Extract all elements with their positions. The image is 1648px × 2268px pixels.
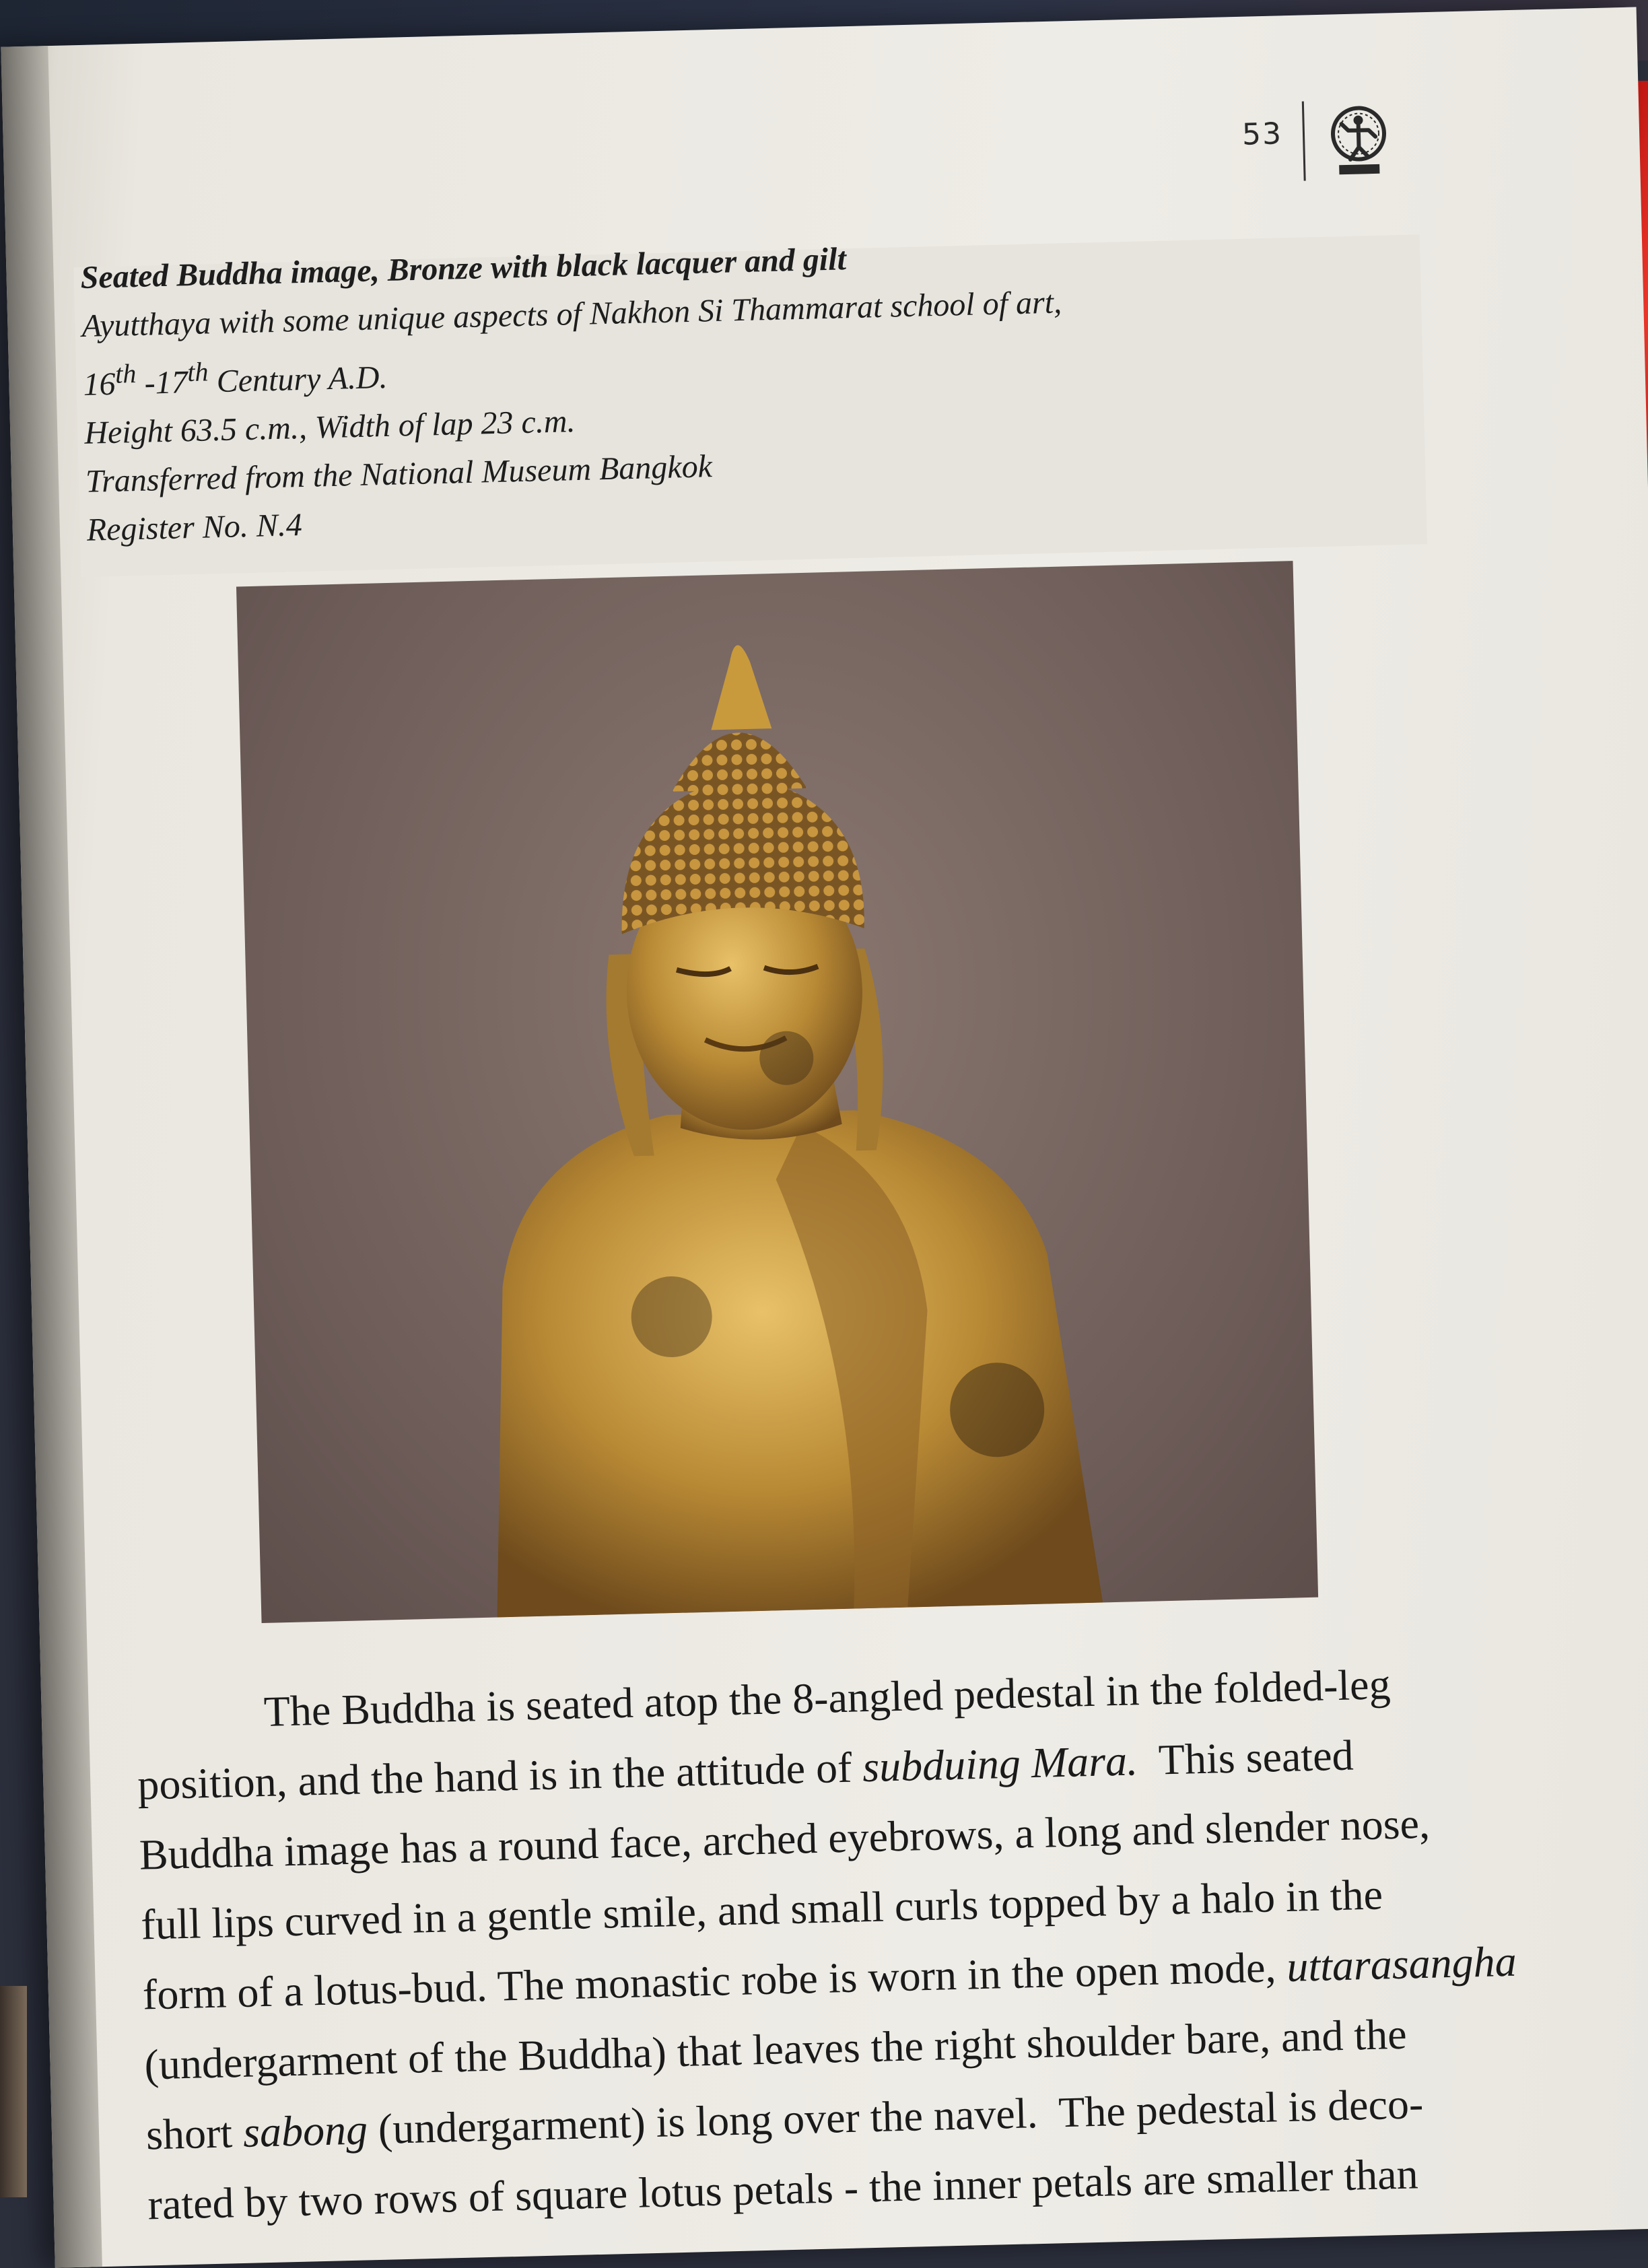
- text-line: Buddha image has a round face, arched eyebrows, a long and slender nose,: [139, 1799, 1431, 1879]
- caption-date: 16th -17th Century A.D.: [82, 356, 388, 403]
- text-line: short sabong (undergarment) is long over the navel. The pedestal is deco-: [145, 2080, 1424, 2159]
- text-line: The Buddha is seated atop the 8-angled pedestal in the folded-leg: [263, 1660, 1392, 1736]
- caption-origin: Ayutthaya with some unique aspects of Nakhon Si Thammarat school of art,: [81, 284, 1062, 344]
- page-number: 53: [1241, 116, 1283, 152]
- text-line: full lips curved in a gentle smile, and small curls topped by a halo in the: [140, 1870, 1383, 1949]
- buddha-photo: [236, 561, 1318, 1623]
- header-divider: [1302, 102, 1306, 181]
- caption-provenance: Transferred from the National Museum Bangkok: [85, 448, 713, 500]
- artwork-caption: [80, 223, 1366, 555]
- background-object: [0, 1986, 27, 2197]
- caption-title: Seated Buddha image, Bronze with black lacquer and gilt: [80, 241, 847, 296]
- text-line: form of a lotus-bud. The monastic robe is worn in the open mode, uttarasangha: [142, 1937, 1517, 2019]
- book-page: [1, 7, 1648, 2267]
- text-line: rated by two rows of square lotus petals - the inner petals are smaller than: [147, 2150, 1419, 2229]
- caption-register: Register No. N.4: [86, 507, 303, 548]
- dancing-shiva-emblem-icon: [1321, 99, 1397, 180]
- description-text: [135, 1645, 1576, 2240]
- caption-dimensions: Height 63.5 c.m., Width of lap 23 c.m.: [83, 403, 576, 451]
- text-line: position, and the hand is in the attitude of subduing Mara. This seated: [137, 1731, 1354, 1809]
- text-line: (undergarment of the Buddha) that leaves the right shoulder bare, and the: [143, 2009, 1408, 2089]
